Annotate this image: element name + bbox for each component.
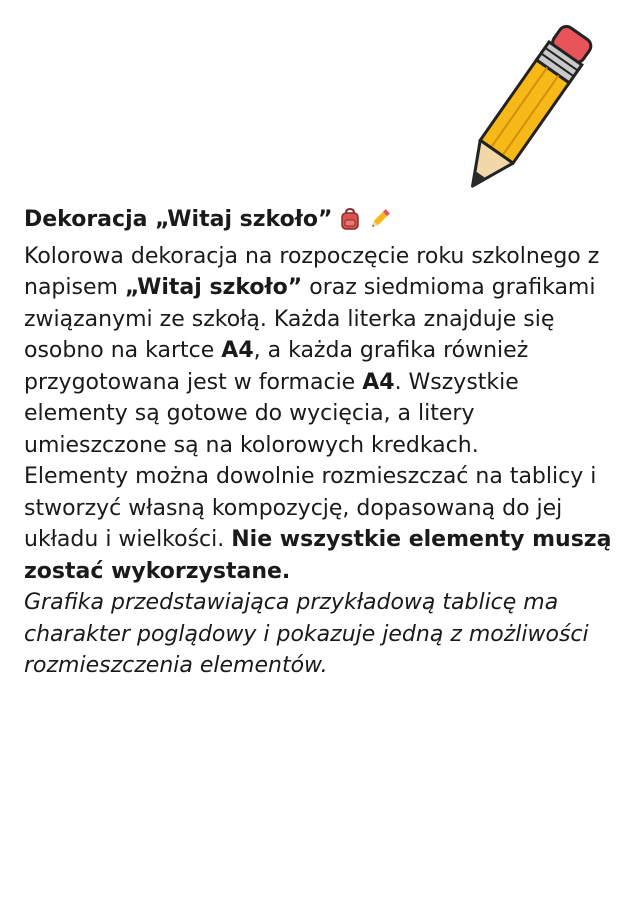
paragraph1-bold-format2: A4 bbox=[362, 369, 395, 395]
description-paragraph bbox=[24, 241, 614, 462]
backpack-icon bbox=[338, 207, 362, 241]
paragraph3-text: Grafika przedstawiająca przykładową tablicę ma charakter poglądowy i pokazuje jedną z możliwości rozmieszczenia elementów. bbox=[24, 590, 589, 678]
disclaimer-paragraph bbox=[24, 587, 614, 682]
paragraph1-bold-format1: A4 bbox=[221, 338, 254, 363]
paragraph1-text2: oraz siedmioma grafikami związanymi ze szkołą. Każda literka znajduje się osobno na kartce bbox=[24, 275, 596, 363]
arrangement-paragraph bbox=[24, 461, 614, 587]
paragraph1-text4: . Wszystkie elementy są gotowe do wycięcia, a litery umieszczone są na kolorowych kredkach. bbox=[24, 369, 519, 458]
pencil-icon bbox=[368, 207, 392, 241]
title-text: Dekoracja „Witaj szkoło” bbox=[24, 207, 333, 232]
paragraph1-bold-title: „Witaj szkoło” bbox=[124, 275, 303, 300]
paragraph1-text1: Kolorowa dekoracja na rozpoczęcie roku szkolnego z napisem bbox=[24, 243, 600, 300]
paragraph1-text3: , a każda grafika również przygotowana jest w formacie bbox=[24, 338, 529, 395]
paragraph2-text: Elementy można dowolnie rozmieszczać na tablicy i stworzyć własną kompozycję, dopasowaną do jej układu i wielkości. bbox=[24, 464, 597, 552]
paragraph2-bold-note: Nie wszystkie elementy muszą zostać wykorzystane. bbox=[24, 527, 612, 584]
description-block bbox=[24, 204, 614, 682]
page-title bbox=[24, 204, 614, 241]
pencil-illustration-icon bbox=[448, 14, 598, 214]
